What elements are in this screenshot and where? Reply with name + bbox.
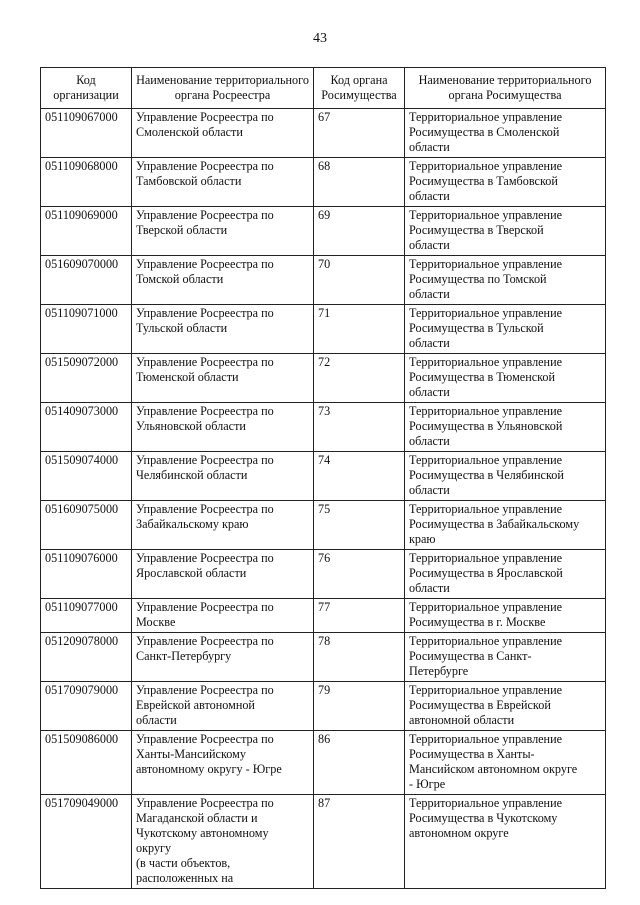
org-code-cell: 051109069000	[41, 207, 132, 256]
rosim-code-cell: 76	[314, 550, 405, 599]
rosim-code-cell: 78	[314, 633, 405, 682]
header-rosim-code: Код органа Росимущества	[314, 68, 405, 109]
org-code-cell: 051109077000	[41, 599, 132, 633]
rosim-code-cell: 67	[314, 109, 405, 158]
table-row	[41, 305, 606, 354]
rosreestr-name-cell: Управление Росреестра по Санкт-Петербургу	[132, 633, 314, 682]
table-row	[41, 501, 606, 550]
rosim-code-cell: 75	[314, 501, 405, 550]
rosreestr-name-cell: Управление Росреестра по Челябинской области	[132, 452, 314, 501]
rosim-code-cell: 77	[314, 599, 405, 633]
rosim-name-cell: Территориальное управление Росимущества в Тверской области	[405, 207, 606, 256]
org-code-cell: 051409073000	[41, 403, 132, 452]
rosim-name-cell: Территориальное управление Росимущества в Забайкальскому краю	[405, 501, 606, 550]
rosim-name-cell: Территориальное управление Росимущества в г. Москве	[405, 599, 606, 633]
table-row	[41, 452, 606, 501]
org-code-cell: 051109076000	[41, 550, 132, 599]
table-header	[41, 68, 606, 109]
table-row	[41, 731, 606, 795]
rosreestr-name-cell: Управление Росреестра по Ульяновской области	[132, 403, 314, 452]
org-code-cell: 051109067000	[41, 109, 132, 158]
header-org-code: Код организации	[41, 68, 132, 109]
rosreestr-name-cell: Управление Росреестра по Еврейской автономной области	[132, 682, 314, 731]
org-code-cell: 051509086000	[41, 731, 132, 795]
rosreestr-name-cell: Управление Росреестра по Тульской области	[132, 305, 314, 354]
org-code-cell: 051109071000	[41, 305, 132, 354]
rosim-code-cell: 71	[314, 305, 405, 354]
org-code-cell: 051609075000	[41, 501, 132, 550]
rosim-name-cell: Территориальное управление Росимущества в Чукотскому автономном округе	[405, 795, 606, 889]
rosim-code-cell: 74	[314, 452, 405, 501]
rosim-code-cell: 70	[314, 256, 405, 305]
rosim-name-cell: Территориальное управление Росимущества в Ульяновской области	[405, 403, 606, 452]
table-row	[41, 207, 606, 256]
rosreestr-name-cell: Управление Росреестра по Смоленской области	[132, 109, 314, 158]
table-row	[41, 354, 606, 403]
rosreestr-name-cell: Управление Росреестра по Томской области	[132, 256, 314, 305]
org-code-cell: 051709079000	[41, 682, 132, 731]
org-code-cell: 051509074000	[41, 452, 132, 501]
org-code-cell: 051609070000	[41, 256, 132, 305]
table-row	[41, 633, 606, 682]
rosim-name-cell: Территориальное управление Росимущества в Тульской области	[405, 305, 606, 354]
header-rosreestr-name: Наименование территориального органа Росреестра	[132, 68, 314, 109]
table-row	[41, 403, 606, 452]
rosim-code-cell: 72	[314, 354, 405, 403]
rosim-name-cell: Территориальное управление Росимущества в Ярославской области	[405, 550, 606, 599]
rosim-name-cell: Территориальное управление Росимущества в Тамбовской области	[405, 158, 606, 207]
rosim-name-cell: Территориальное управление Росимущества в Еврейской автономной области	[405, 682, 606, 731]
header-rosim-name: Наименование территориального органа Росимущества	[405, 68, 606, 109]
org-code-cell: 051209078000	[41, 633, 132, 682]
table-row	[41, 550, 606, 599]
rosreestr-name-cell: Управление Росреестра по Ханты-Мансийскому автономному округу - Югре	[132, 731, 314, 795]
table-row	[41, 599, 606, 633]
rosim-name-cell: Территориальное управление Росимущества по Томской области	[405, 256, 606, 305]
rosim-code-cell: 86	[314, 731, 405, 795]
table-row	[41, 109, 606, 158]
table-row	[41, 682, 606, 731]
rosim-name-cell: Территориальное управление Росимущества в Тюменской области	[405, 354, 606, 403]
rosim-code-cell: 68	[314, 158, 405, 207]
rosreestr-name-cell: Управление Росреестра по Тюменской области	[132, 354, 314, 403]
rosreestr-name-cell: Управление Росреестра по Ярославской области	[132, 550, 314, 599]
rosreestr-name-cell: Управление Росреестра по Тверской области	[132, 207, 314, 256]
rosim-name-cell: Территориальное управление Росимущества в Санкт- Петербурге	[405, 633, 606, 682]
rosim-code-cell: 87	[314, 795, 405, 889]
rosim-name-cell: Территориальное управление Росимущества в Челябинской области	[405, 452, 606, 501]
table-row	[41, 795, 606, 889]
rosreestr-name-cell: Управление Росреестра по Тамбовской области	[132, 158, 314, 207]
rosreestr-name-cell: Управление Росреестра по Забайкальскому краю	[132, 501, 314, 550]
rosim-code-cell: 79	[314, 682, 405, 731]
org-code-cell: 051109068000	[41, 158, 132, 207]
table-row	[41, 158, 606, 207]
header-row	[41, 68, 606, 109]
rosim-code-cell: 73	[314, 403, 405, 452]
table-row	[41, 256, 606, 305]
rosim-code-cell: 69	[314, 207, 405, 256]
rosreestr-name-cell: Управление Росреестра по Магаданской области и Чукотскому автономному округу (в части объектов, расположенных на	[132, 795, 314, 889]
table-body	[41, 109, 606, 889]
rosim-name-cell: Территориальное управление Росимущества в Ханты- Мансийском автономном округе - Югре	[405, 731, 606, 795]
page-number: 43	[313, 31, 327, 46]
rosim-name-cell: Территориальное управление Росимущества в Смоленской области	[405, 109, 606, 158]
org-code-cell: 051509072000	[41, 354, 132, 403]
registry-table	[40, 67, 606, 889]
org-code-cell: 051709049000	[41, 795, 132, 889]
rosreestr-name-cell: Управление Росреестра по Москве	[132, 599, 314, 633]
